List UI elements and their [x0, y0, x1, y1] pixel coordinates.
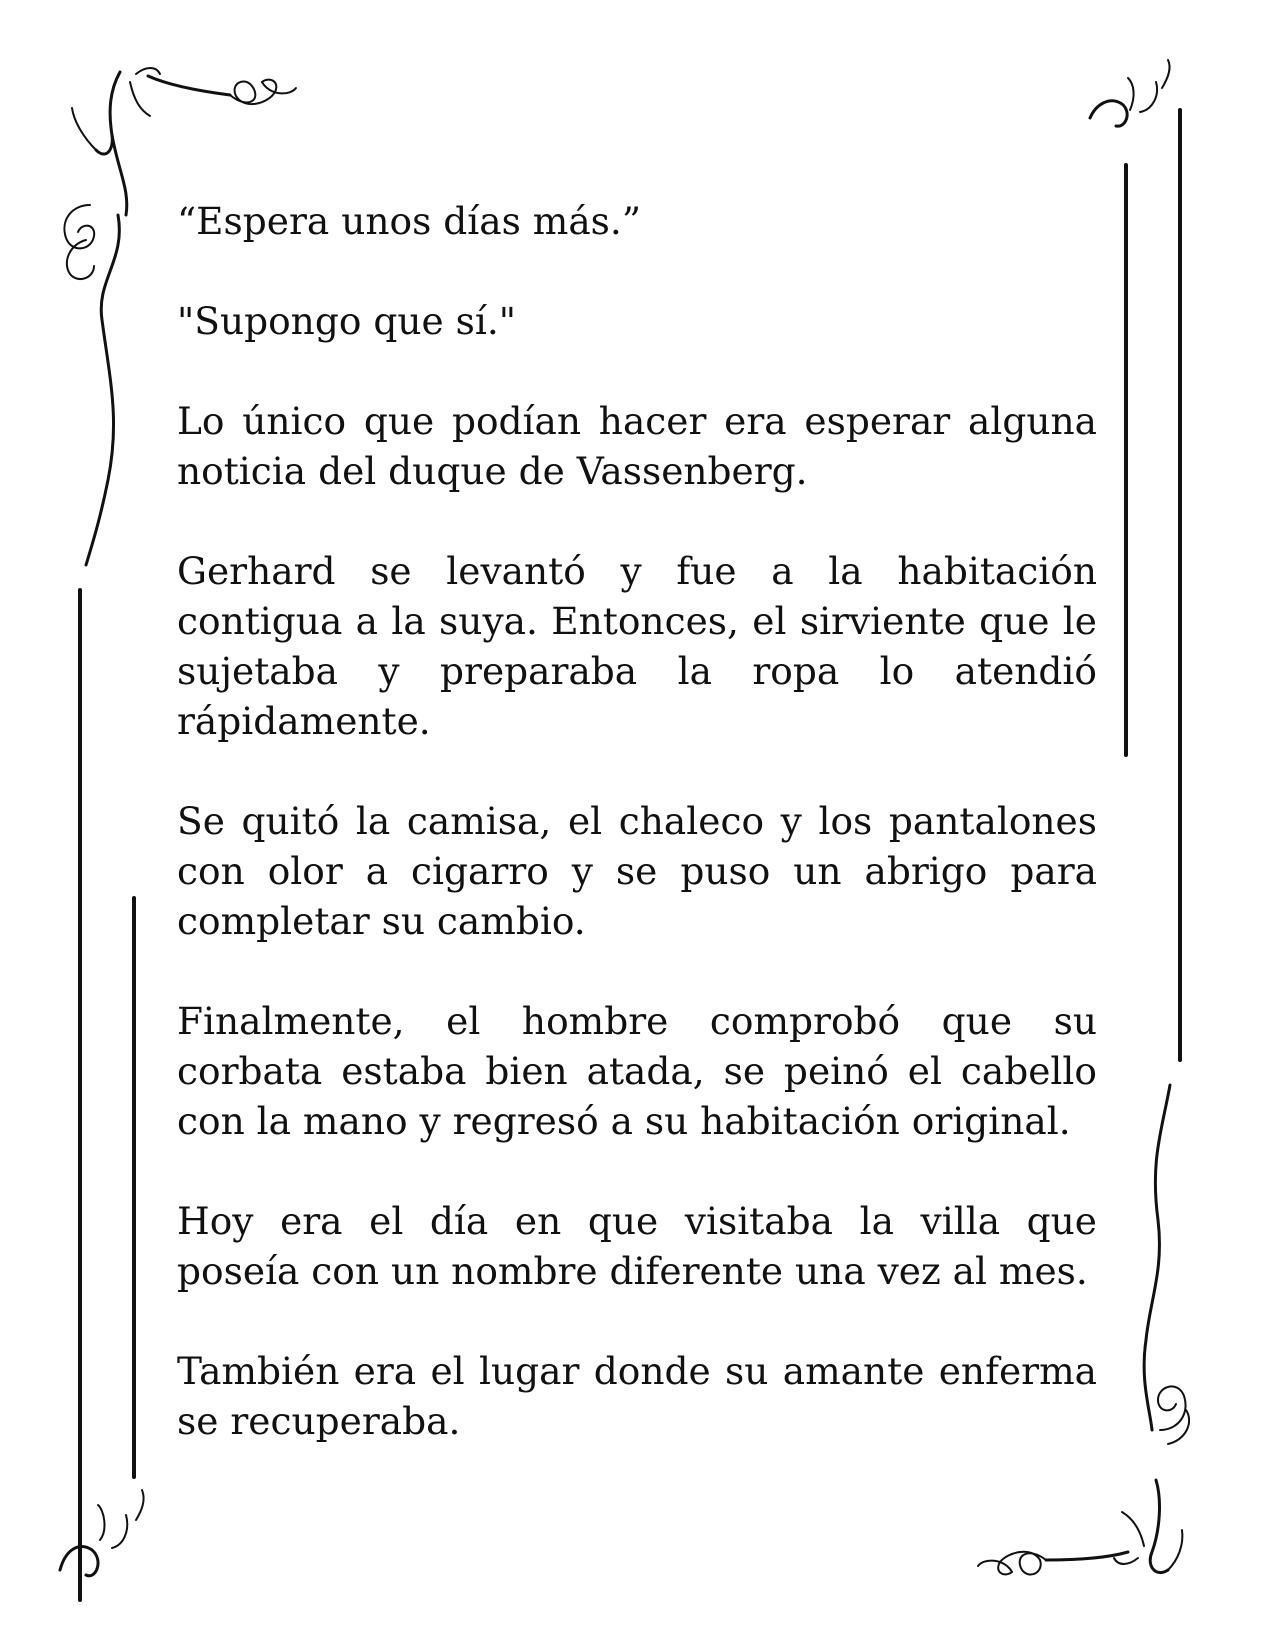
- paragraph: Hoy era el día en que visitaba la villa que poseía con un nombre diferente una vez al mes.: [177, 1199, 1097, 1293]
- paragraph: Gerhard se levantó y fue a la habitación contigua a la suya. Entonces, el sirviente que le sujetaba y preparaba la ropa lo atendió rápidamente.: [177, 549, 1097, 743]
- chapter-text: [177, 196, 1097, 1496]
- paragraph: Finalmente, el hombre comprobó que su corbata estaba bien atada, se peinó el cabello con la mano y regresó a su habitación original.: [177, 999, 1097, 1143]
- top-right-flourish-icon: [1090, 60, 1170, 126]
- paragraph: “Espera unos días más.”: [177, 199, 642, 243]
- paragraph: Se quitó la camisa, el chaleco y los pantalones con olor a cigarro y se puso un abrigo para completar su cambio.: [177, 799, 1097, 943]
- paragraph: Lo único que podían hacer era esperar alguna noticia del duque de Vassenberg.: [177, 399, 1097, 493]
- bottom-left-flourish-icon: [60, 1490, 144, 1576]
- paragraph: También era el lugar donde su amante enferma se recuperaba.: [177, 1349, 1097, 1443]
- paragraph: "Supongo que sí.": [177, 299, 517, 343]
